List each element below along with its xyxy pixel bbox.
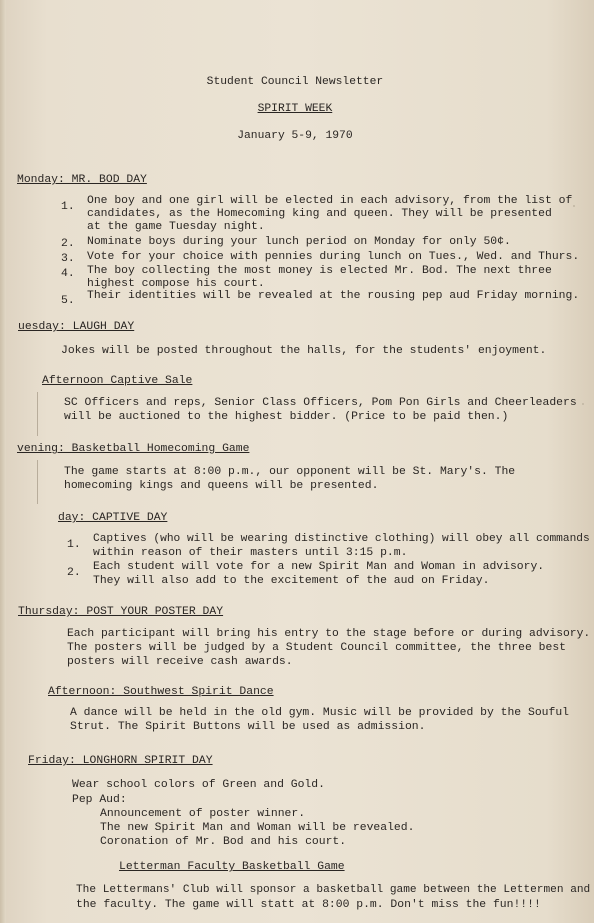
game-line: The Lettermans' Club will sponsor a basketball game between the Lettermen and — [76, 884, 591, 896]
list-item-line: candidates, as the Homecoming king and queen. They will be presented — [87, 208, 552, 220]
evening-line: The game starts at 8:00 p.m., our opponent will be St. Mary's. The — [64, 466, 516, 478]
afternoon-line: will be auctioned to the highest bidder. (Price to be paid then.) — [64, 411, 509, 423]
thursday-line: The posters will be judged by a Student Council committee, the three best — [67, 642, 566, 654]
pep-aud-item: The new Spirit Man and Woman will be revealed. — [100, 822, 415, 834]
list-item-line: Their identities will be revealed at the rousing pep aud Friday morning. — [87, 290, 580, 302]
list-item-line: They will also add to the excitement of the aud on Friday. — [93, 575, 490, 587]
paper-speck — [582, 403, 584, 405]
list-item-line: Captives (who will be wearing distinctive clothing) will obey all commands — [93, 533, 590, 545]
list-number: 2. — [67, 567, 81, 579]
thursday-afternoon-heading: Afternoon: Southwest Spirit Dance — [48, 686, 274, 698]
list-item-line: Nominate boys during your lunch period on Monday for only 50¢. — [87, 236, 511, 248]
list-item-line: within reason of their masters until 3:15 p.m. — [93, 547, 408, 559]
newsletter-subtitle: SPIRIT WEEK — [257, 103, 333, 115]
list-item-line: Vote for your choice with pennies during lunch on Tues., Wed. and Thurs. — [87, 251, 580, 263]
evening-line: homecoming kings and queens will be presented. — [64, 480, 379, 492]
friday-heading: Friday: LONGHORN SPIRIT DAY — [28, 755, 213, 767]
tuesday-evening-heading: vening: Basketball Homecoming Game — [17, 443, 250, 455]
afternoon-line: SC Officers and reps, Senior Class Officers, Pom Pon Girls and Cheerleaders — [64, 397, 577, 409]
list-item-line: One boy and one girl will be elected in each advisory, from the list of — [87, 195, 573, 207]
tuesday-text: Jokes will be posted throughout the halls, for the students' enjoyment. — [61, 345, 547, 357]
tuesday-afternoon-heading: Afternoon Captive Sale — [42, 375, 193, 387]
monday-heading: Monday: MR. BOD DAY — [17, 174, 147, 186]
list-number: 3. — [61, 253, 75, 265]
margin-mark — [37, 392, 38, 436]
thursday-heading: Thursday: POST YOUR POSTER DAY — [18, 606, 224, 618]
list-item-line: at the game Tuesday night. — [87, 221, 265, 233]
list-number: 5. — [61, 295, 75, 307]
wednesday-heading: day: CAPTIVE DAY — [58, 512, 168, 524]
game-line: the faculty. The game will statt at 8:00 p.m. Don't miss the fun!!!! — [76, 899, 541, 911]
thursday-line: Each participant will bring his entry to the stage before or during advisory. — [67, 628, 591, 640]
newsletter-title: Student Council Newsletter — [206, 76, 384, 88]
tuesday-heading: uesday: LAUGH DAY — [18, 321, 135, 333]
dance-line: A dance will be held in the old gym. Music will be provided by the Souful — [70, 707, 569, 719]
list-number: 1. — [61, 201, 75, 213]
list-item-line: The boy collecting the most money is elected Mr. Bod. The next three — [87, 265, 552, 277]
list-item-line: highest compose his court. — [87, 278, 265, 290]
list-number: 1. — [67, 539, 81, 551]
friday-evening-heading: Letterman Faculty Basketball Game — [119, 861, 345, 873]
thursday-line: posters will receive cash awards. — [67, 656, 293, 668]
newsletter-dates: January 5-9, 1970 — [237, 130, 353, 142]
friday-line: Wear school colors of Green and Gold. — [72, 779, 325, 791]
pep-aud-item: Coronation of Mr. Bod and his court. — [100, 836, 347, 848]
paper-speck — [573, 205, 575, 207]
friday-line: Pep Aud: — [72, 794, 127, 806]
list-item-line: Each student will vote for a new Spirit Man and Woman in advisory. — [93, 561, 545, 573]
list-number: 4. — [61, 268, 75, 280]
margin-mark — [37, 460, 38, 504]
list-number: 2. — [61, 238, 75, 250]
dance-line: Strut. The Spirit Buttons will be used as admission. — [70, 721, 426, 733]
pep-aud-item: Announcement of poster winner. — [100, 808, 306, 820]
